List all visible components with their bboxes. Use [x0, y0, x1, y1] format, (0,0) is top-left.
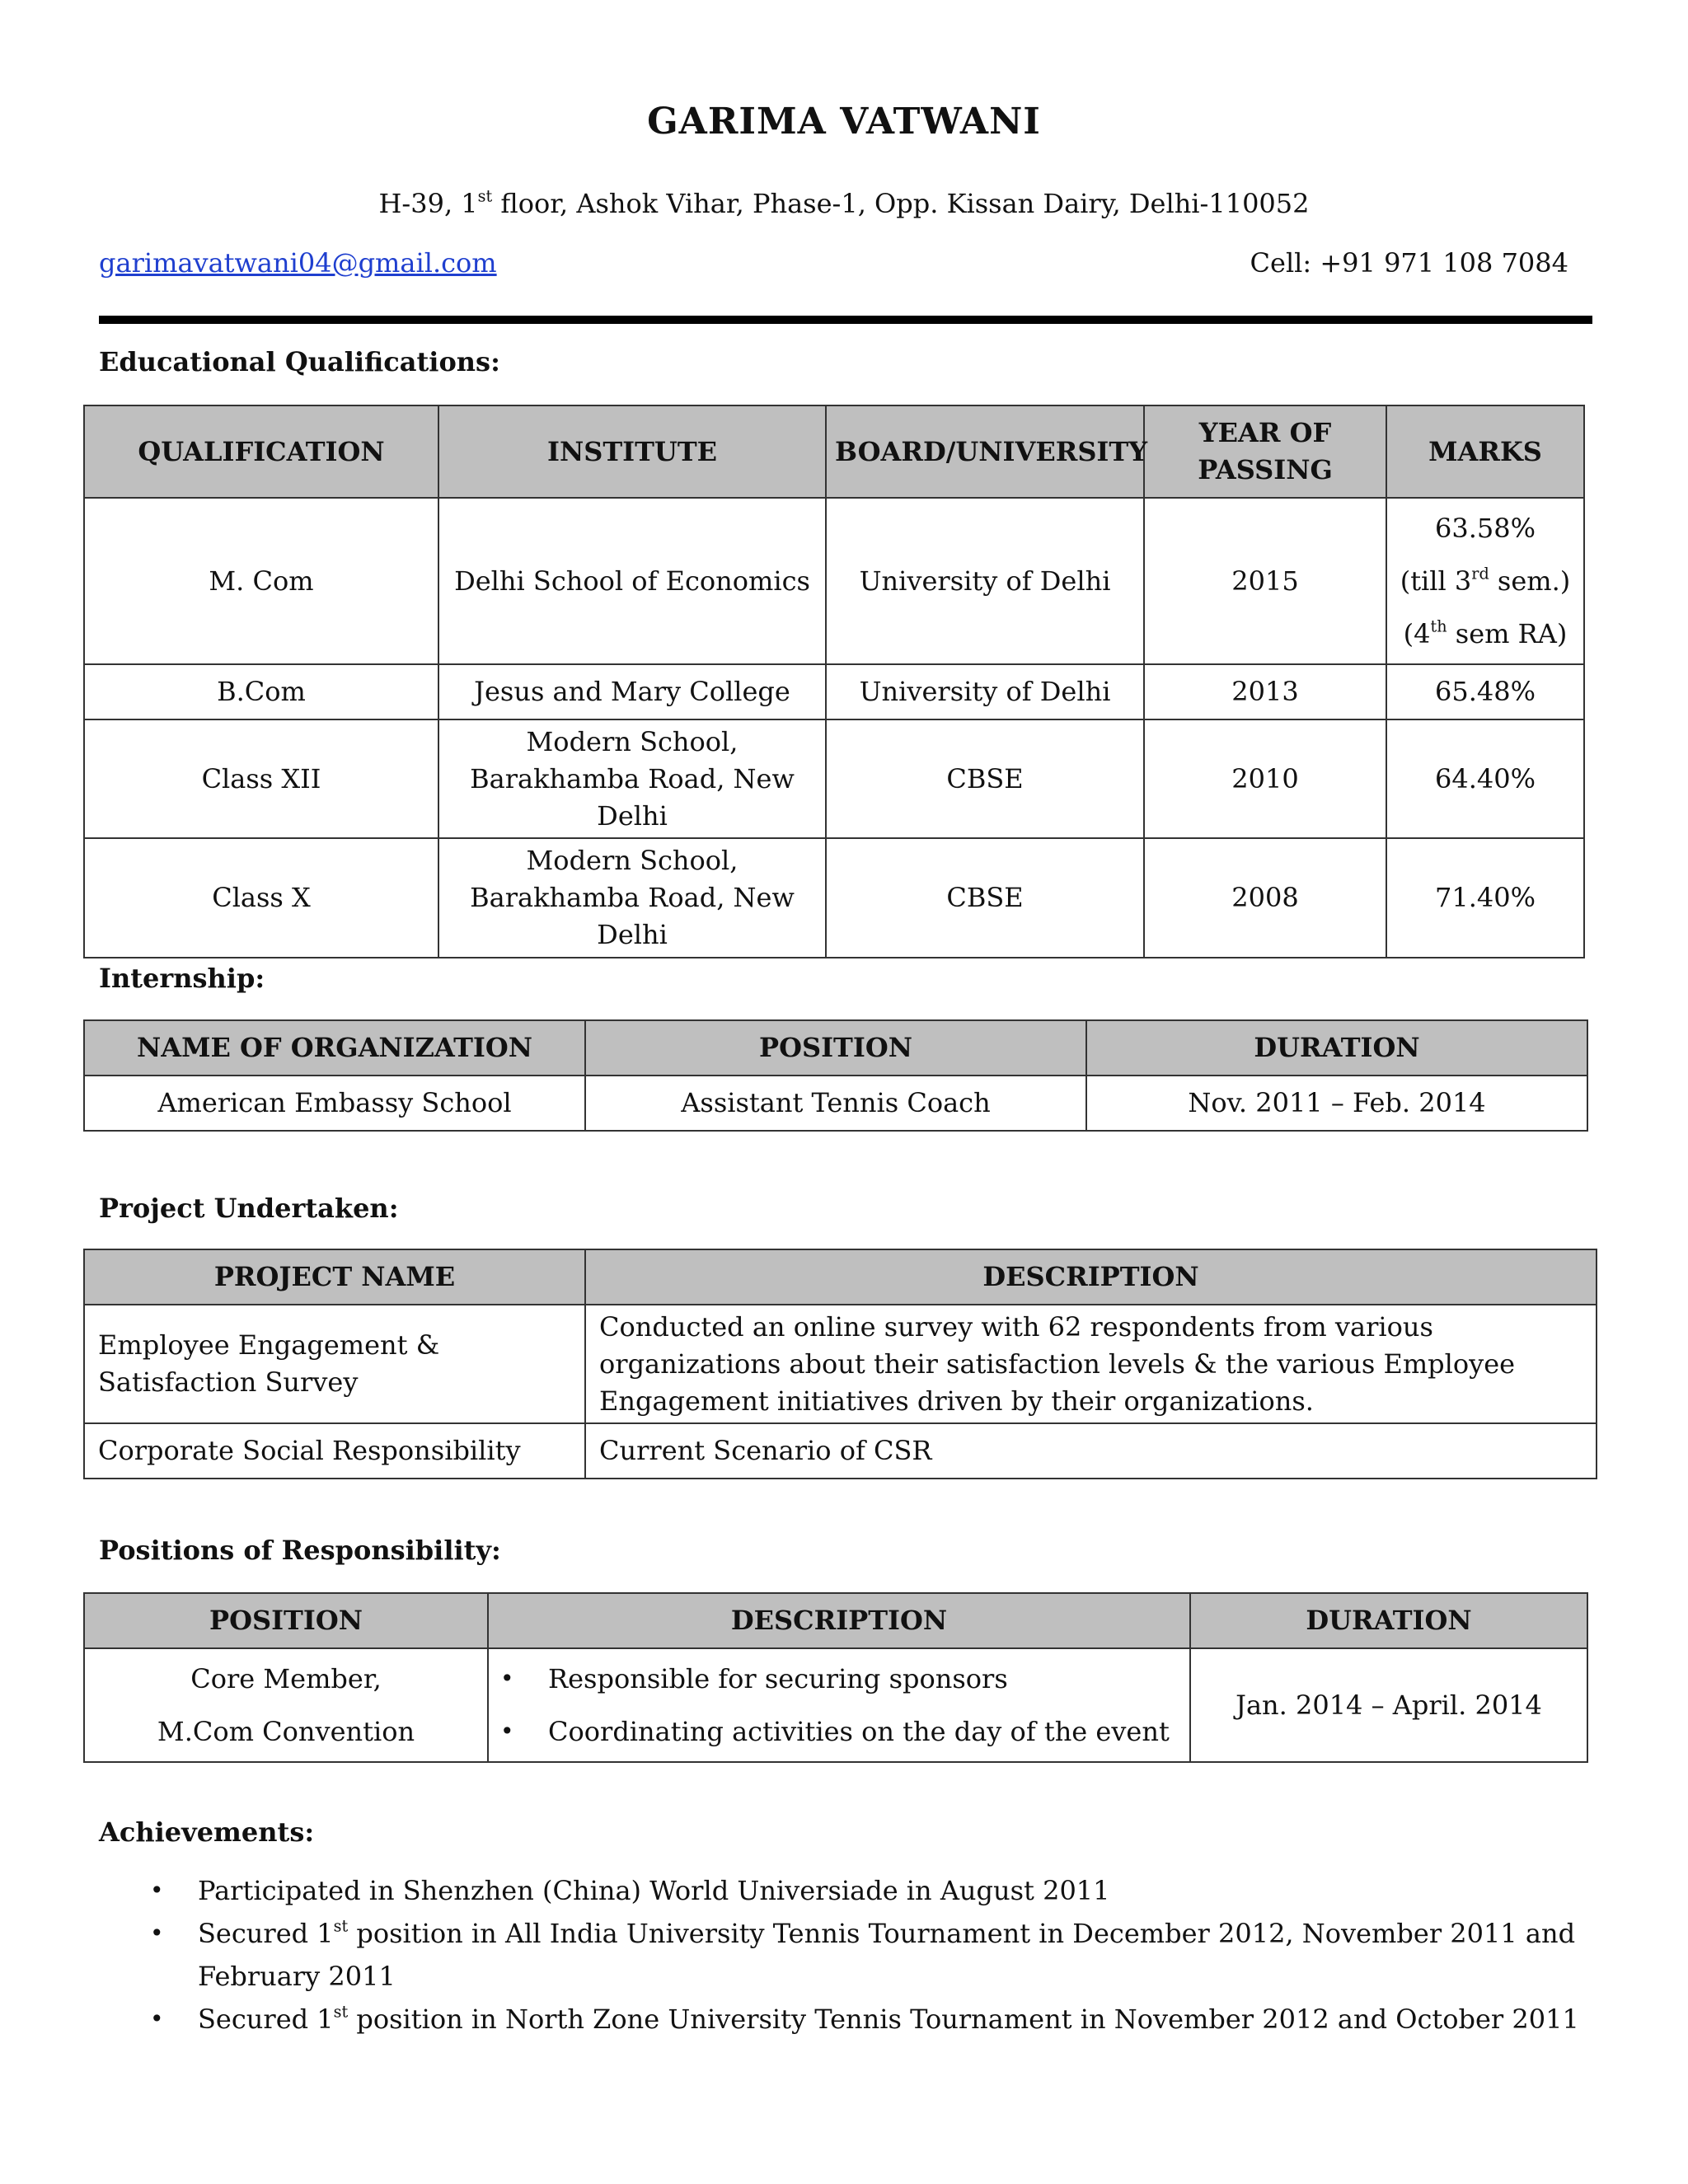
header-marks: MARKS	[1386, 405, 1584, 498]
cell-board: CBSE	[826, 719, 1144, 838]
marks-note2-rest: sem RA)	[1447, 618, 1568, 649]
header-divider	[99, 316, 1592, 324]
header-position: POSITION	[84, 1593, 488, 1648]
table-row	[84, 664, 1584, 719]
marks-note	[1395, 555, 1575, 607]
cell-year: 2010	[1144, 719, 1386, 838]
cell-description	[488, 1648, 1190, 1762]
header-project-name: PROJECT NAME	[84, 1249, 585, 1305]
header-description: DESCRIPTION	[585, 1249, 1597, 1305]
address-superscript: st	[477, 186, 493, 206]
cell-institute: Modern School, Barakhamba Road, New Delhi	[438, 838, 826, 957]
cell-year: 2015	[1144, 498, 1386, 664]
cell-board: University of Delhi	[826, 498, 1144, 664]
table-row	[84, 1305, 1597, 1423]
table-row	[84, 838, 1584, 957]
achievement-text-rest: position in North Zone University Tennis Tournament in November 2012 and October 2011	[348, 2004, 1579, 2035]
achievements-list	[99, 1869, 1582, 2041]
cell-qualification: M. Com	[84, 498, 438, 664]
cell-project-description: Conducted an online survey with 62 respondents from various organizations about their satisfaction levels & the various Employee Engagement initiatives driven by their organizations.	[585, 1305, 1597, 1423]
marks-note-rest: sem.)	[1489, 565, 1571, 597]
cell-board: University of Delhi	[826, 664, 1144, 719]
marks-note-2	[1395, 607, 1575, 660]
list-item: • Coordinating activities on the day of the event	[489, 1705, 1189, 1758]
address	[0, 188, 1688, 219]
table-row	[84, 1648, 1587, 1762]
achievements-title: Achievements:	[99, 1816, 315, 1848]
cell-project-description: Current Scenario of CSR	[585, 1423, 1597, 1479]
achievement-text: Participated in Shenzhen (China) World Universiade in August 2011	[198, 1875, 1110, 1906]
responsibility-header-row	[84, 1593, 1587, 1648]
internship-header-row	[84, 1020, 1587, 1076]
internship-title: Internship:	[99, 963, 265, 994]
header-duration: DURATION	[1086, 1020, 1587, 1076]
responsibility-table	[83, 1592, 1588, 1763]
header-duration: DURATION	[1190, 1593, 1587, 1648]
cell-position: Assistant Tennis Coach	[585, 1076, 1086, 1131]
cell-organization: American Embassy School	[84, 1076, 585, 1131]
header-position: POSITION	[585, 1020, 1086, 1076]
marks-note2-text: (4	[1403, 618, 1431, 649]
address-text-rest: floor, Ashok Vihar, Phase-1, Opp. Kissan Dairy, Delhi-110052	[492, 188, 1310, 219]
projects-table	[83, 1249, 1597, 1479]
table-row	[84, 1076, 1587, 1131]
position-line: Core Member,	[190, 1663, 382, 1694]
description-bullets	[489, 1652, 1189, 1758]
cell-qualification: Class X	[84, 838, 438, 957]
education-title: Educational Qualifications:	[99, 346, 500, 377]
table-row	[84, 1423, 1597, 1479]
marks-note-text: (till 3	[1400, 565, 1472, 597]
cell-qualification: Class XII	[84, 719, 438, 838]
projects-header-row	[84, 1249, 1597, 1305]
cell-marks: 64.40%	[1386, 719, 1584, 838]
cell-number: Cell: +91 971 108 7084	[1250, 247, 1568, 279]
cell-qualification: B.Com	[84, 664, 438, 719]
projects-title: Project Undertaken:	[99, 1193, 399, 1224]
achievement-sup: st	[333, 2002, 349, 2022]
cell-project-name: Employee Engagement & Satisfaction Survey	[84, 1305, 585, 1423]
internship-table	[83, 1019, 1588, 1132]
header-description: DESCRIPTION	[488, 1593, 1190, 1648]
cell-project-name: Corporate Social Responsibility	[84, 1423, 585, 1479]
header-year: YEAR OF PASSING	[1144, 405, 1386, 498]
candidate-name: GARIMA VATWANI	[647, 101, 1041, 143]
responsibility-title: Positions of Responsibility:	[99, 1535, 501, 1566]
achievement-text-rest: position in All India University Tennis Tournament in December 2012, November 2011 and February 2011	[198, 1918, 1576, 1992]
table-row	[84, 498, 1584, 664]
education-table	[83, 405, 1585, 958]
cell-marks: 65.48%	[1386, 664, 1584, 719]
cell-marks: 71.40%	[1386, 838, 1584, 957]
header-organization: NAME OF ORGANIZATION	[84, 1020, 585, 1076]
cell-duration: Jan. 2014 – April. 2014	[1190, 1648, 1587, 1762]
achievement-text: Secured 1	[198, 2004, 334, 2035]
cell-position	[84, 1648, 488, 1762]
education-header-row	[84, 405, 1584, 498]
cell-duration: Nov. 2011 – Feb. 2014	[1086, 1076, 1587, 1131]
cell-marks	[1386, 498, 1584, 664]
cell-institute: Jesus and Mary College	[438, 664, 826, 719]
header-qualification: QUALIFICATION	[84, 405, 438, 498]
marks-value: 63.58%	[1434, 513, 1536, 544]
list-item	[99, 1912, 1582, 1998]
position-line: M.Com Convention	[157, 1716, 415, 1747]
cell-board: CBSE	[826, 838, 1144, 957]
email-link[interactable]: garimavatwani04@gmail.com	[99, 247, 497, 279]
cell-institute: Modern School, Barakhamba Road, New Delhi	[438, 719, 826, 838]
cell-year: 2008	[1144, 838, 1386, 957]
header-board: BOARD/UNIVERSITY	[826, 405, 1144, 498]
list-item	[99, 1998, 1582, 2041]
table-row	[84, 719, 1584, 838]
list-item	[99, 1869, 1582, 1912]
cell-year: 2013	[1144, 664, 1386, 719]
address-text: H-39, 1	[378, 188, 478, 219]
list-item: • Responsible for securing sponsors	[489, 1652, 1189, 1705]
cell-institute: Delhi School of Economics	[438, 498, 826, 664]
achievement-text: Secured 1	[198, 1918, 334, 1949]
header-institute: INSTITUTE	[438, 405, 826, 498]
marks-note2-sup: th	[1430, 616, 1447, 636]
marks-note-sup: rd	[1471, 564, 1489, 583]
achievement-sup: st	[333, 1916, 349, 1936]
